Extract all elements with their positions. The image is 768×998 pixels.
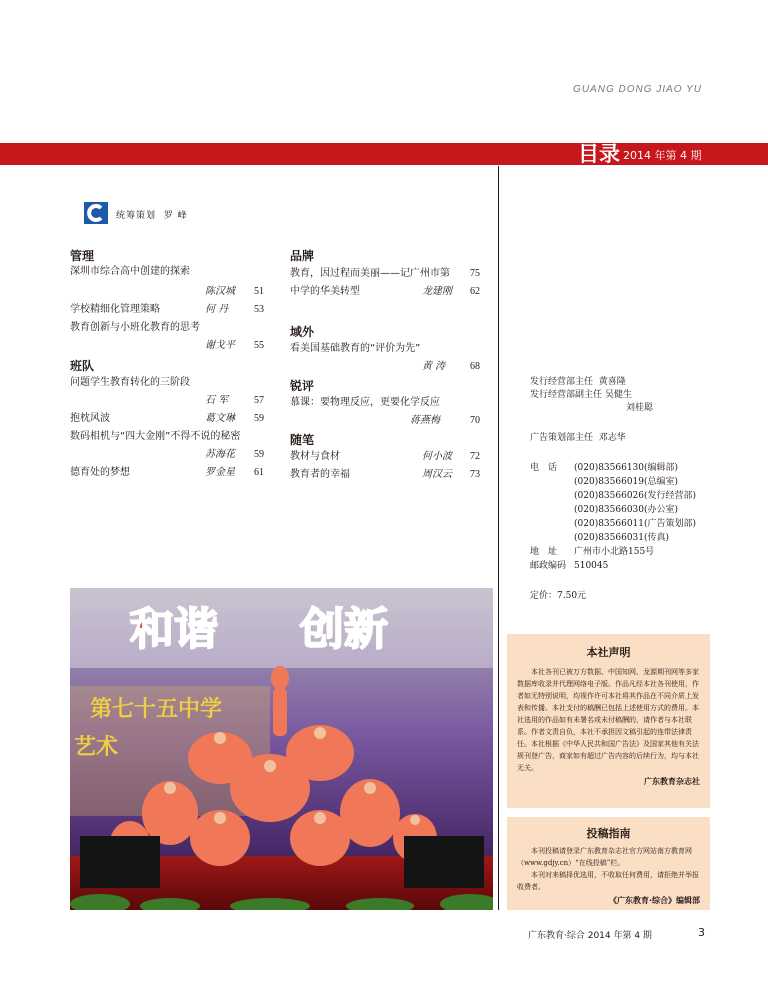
toc-title (578, 143, 701, 165)
info-phone: (020)83566026(发行经营部) (574, 491, 697, 501)
article-page: 55 (254, 340, 264, 351)
article-title[interactable]: 抱枕风波 (70, 413, 110, 424)
footer-text: 广东教育·综合 2014 年第 4 期 (528, 931, 652, 941)
info-label: 发行经营部主任 (530, 377, 594, 387)
info-postcode-label: 邮政编码 (530, 561, 567, 571)
info-ad-row (530, 432, 626, 445)
article-page: 73 (470, 469, 480, 480)
article-title[interactable]: 学校精细化管理策略 (70, 304, 160, 315)
article-author: 罗金星 (205, 467, 235, 478)
info-name: 黄喜隆 (598, 377, 626, 387)
planning-label: 统筹策划 (116, 211, 157, 221)
section-abroad: 域外 (290, 325, 315, 339)
section-management: 管理 (70, 249, 95, 263)
info-label: 发行经营部副主任 (530, 390, 603, 400)
magazine-tag: GUANG DONG JIAO YU (573, 84, 702, 95)
info-phone-label: 电 话 (530, 463, 558, 473)
article-author: 苏海花 (205, 449, 235, 460)
info-price: 定价：7.50元 (530, 591, 587, 601)
article-page: 59 (254, 413, 264, 424)
stage-scene (70, 588, 493, 910)
statement-box (507, 634, 710, 808)
article-title[interactable]: 德育处的梦想 (70, 467, 130, 478)
performance-photo (70, 588, 493, 910)
info-distribution-row (530, 389, 632, 402)
info-name: 吴健生 (604, 390, 632, 400)
info-phone: (020)83566030(办公室) (574, 505, 679, 515)
article-title[interactable]: 问题学生教育转化的三阶段 (70, 377, 190, 388)
section-brand: 品牌 (290, 249, 315, 263)
speaker (404, 836, 484, 888)
banner-text: 创新 (300, 604, 388, 655)
article-page: 72 (470, 451, 480, 462)
issue-label: 2014 年第 4 期 (623, 149, 702, 162)
info-phone: (020)83566031(传真) (574, 533, 670, 543)
page-number: 3 (698, 926, 705, 939)
magazine-logo-icon (84, 202, 108, 224)
article-page: 70 (470, 415, 480, 426)
banner-text: 和谐 (130, 604, 218, 655)
stage-sign: 第七十五中学 (90, 697, 223, 722)
article-title[interactable]: 教育者的幸福 (290, 469, 350, 480)
article-title[interactable]: 看美国基础教育的“评价为先” (290, 343, 421, 354)
article-title[interactable]: 教育，因过程而美丽——记广州市第 (290, 268, 450, 279)
stage-sign: 艺术 (74, 735, 119, 760)
submission-body: 本刊对来稿择优选用，不收取任何费用，请拒绝并举报收费者。 (517, 871, 699, 891)
statement-signature: 广东教育杂志社 (644, 777, 700, 786)
article-author: 石 军 (205, 395, 229, 406)
article-author: 周汉云 (422, 469, 452, 480)
submission-title: 投稿指南 (586, 827, 631, 840)
article-page: 59 (254, 449, 264, 460)
info-label: 广告策划部主任 (530, 433, 594, 443)
planning-credit (116, 208, 188, 221)
article-page: 51 (254, 286, 264, 297)
article-author: 谢戈平 (205, 340, 235, 351)
article-page: 75 (470, 268, 480, 279)
article-author: 何小波 (422, 451, 452, 462)
speaker (80, 836, 160, 888)
article-title[interactable]: 教育创新与小班化教育的思考 (70, 322, 200, 333)
info-postcode: 510045 (574, 561, 609, 571)
article-title-cont[interactable]: 中学的华美转型 (290, 286, 360, 297)
article-author: 陈汉城 (205, 286, 235, 297)
submission-signature: 《广东教育·综合》编辑部 (608, 896, 700, 905)
article-author: 黄 涛 (422, 361, 446, 372)
article-title[interactable]: 数码相机与“四大金刚”不得不说的秘密 (70, 431, 241, 442)
article-page: 53 (254, 304, 264, 315)
article-author: 何 丹 (205, 304, 229, 315)
article-title[interactable]: 深圳市综合高中创建的探索 (70, 266, 190, 277)
section-class: 班队 (70, 359, 95, 373)
article-author: 龙建刚 (422, 286, 452, 297)
article-page: 68 (470, 361, 480, 372)
toc-label: 目录 (578, 142, 620, 166)
statement-title: 本社声明 (586, 646, 631, 659)
section-commentary: 锐评 (290, 379, 315, 393)
article-author: 葛文琳 (205, 413, 235, 424)
column-divider (498, 166, 499, 910)
article-title[interactable]: 教材与食材 (290, 451, 340, 462)
article-page: 61 (254, 467, 264, 478)
info-distribution-row: 刘桂聪 (626, 403, 654, 413)
info-distribution-row (530, 376, 626, 389)
statement-body: 本社各刊已被万方数据、中国知网、龙源期刊网等多家数据库收录并代理网络电子版。作品凡经本社各刊使用，作者如无特别说明，均视作许可本社将其作品在不同介质上发表和传播。本社支付的稿酬已包括上述使用方式的费用。本社选用的作品如有未署名或未付稿酬的，请作者与本社联系。作者文责自负，本社不承担因文稿引起的连带法律责任。本社根据《中华人民共和国广告法》及国家其他有关法规刊登广告，商家如有超过广告内容的后续行为，均与本社无关。 (517, 668, 699, 772)
article-title[interactable]: 慕课：要物理反应，更要化学反应 (290, 397, 440, 408)
info-phone: (020)83566130(编辑部) (574, 463, 679, 473)
info-address: 广州市小北路155号 (574, 547, 655, 557)
planning-name: 罗 峰 (163, 211, 188, 221)
submission-body: 本刊投稿请登录广东教育杂志社官方网站南方教育网（www.gdjy.cn）“在线投稿”栏。 (517, 847, 692, 867)
info-name: 邓志华 (598, 433, 626, 443)
section-essay: 随笔 (290, 433, 315, 447)
info-phone: (020)83566019(总编室) (574, 477, 679, 487)
article-page: 57 (254, 395, 264, 406)
article-author: 蒋燕梅 (410, 415, 440, 426)
submission-box (507, 817, 710, 910)
info-address-label: 地 址 (530, 547, 558, 557)
info-phone: (020)83566011(广告策划部) (574, 519, 697, 529)
article-page: 62 (470, 286, 480, 297)
